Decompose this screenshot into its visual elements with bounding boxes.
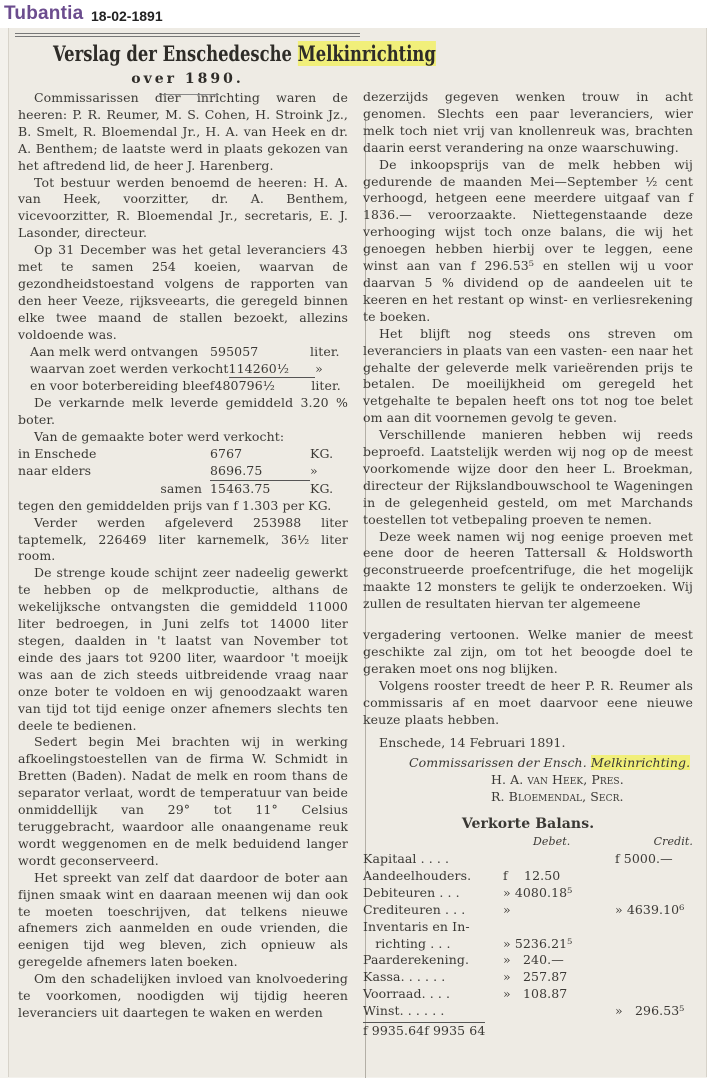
table-row bbox=[363, 986, 693, 1003]
paragraph: dezerzijds gegeven wenken trouw in acht genomen. Slechts een paar leveranciers, wier melk toch niet vrij van knollenreuk was, brachten daarin eerst verandering na onze waarschuwing. bbox=[363, 89, 693, 155]
total-debet: f 9935.64 bbox=[363, 1023, 425, 1039]
table-row bbox=[363, 936, 693, 953]
balance-cell-debet: f 12.50 bbox=[503, 867, 561, 883]
table-row bbox=[363, 868, 693, 885]
signature-line: Commissarissen der Ensch. Melkinrichting. bbox=[409, 755, 691, 771]
paragraph: Deze week namen wij nog eenige proeven met eene door de heeren Tattersall & Holdsworth geconstrueerde proefcentrifuge, die het mogelijk maakte 12 monsters te gelijk te onderzoeken. Wij zullen de resultaten hiervan ter algemeene bbox=[363, 528, 693, 612]
paragraph: Volgens rooster treedt de heer P. R. Reumer als commissaris af en moet daarvoor eene nieuwe keuze plaats hebben. bbox=[363, 677, 693, 727]
balance-cell-label: Inventaris en In- bbox=[363, 918, 470, 934]
debet-label: Debet. bbox=[533, 835, 571, 849]
search-highlight: Melkinrichting bbox=[297, 41, 436, 66]
top-rule bbox=[15, 33, 360, 37]
balance-cell-label: Aandeelhouders. bbox=[363, 867, 472, 883]
paragraph: Van de gemaakte boter werd verkocht: bbox=[34, 429, 285, 445]
table-row: naar elders 8696.75 » bbox=[18, 463, 348, 481]
balance-cell-debet: » 240.— bbox=[503, 952, 564, 968]
balance-cell-credit: » 296.53⁵ bbox=[615, 1003, 685, 1019]
table-row bbox=[363, 969, 693, 986]
balance-cell-debet: » bbox=[503, 901, 511, 917]
paragraph: De verkarnde melk leverde gemiddeld 3.20 % boter. bbox=[18, 395, 348, 428]
paragraph: Het spreekt van zelf dat daardoor de boter aan fijnen smaak wint en daaraan meenen wij dan ook te moeten toeschrijven, dat telkens nieuwe afnemers zich aanmelden en oude vrienden, die eenigen tijd weg bleven, zich opnieuw als geregelde afnemers laten boeken. bbox=[18, 869, 348, 970]
balance-table bbox=[363, 851, 693, 1020]
butter-table bbox=[18, 446, 348, 498]
paragraph: tegen den gemiddelden prijs van f 1.303 per KG. bbox=[18, 497, 332, 513]
balance-cell-credit bbox=[615, 969, 693, 986]
table-row: Aan melk werd ontvangen 595057 liter. bbox=[30, 343, 340, 359]
article-subtitle: over 1890. bbox=[131, 71, 244, 87]
left-column bbox=[18, 90, 348, 1022]
paragraph: Commissarissen dier inrichting waren de heeren: P. R. Reumer, M. S. Cohen, H. Stroink Jz., B. Smelt, R. Bloemendal Jr., H. A. van Heek en dr. A. Benthem; de laatste werd in plaats gekozen van het aftredend lid, de heer J. Harenberg. bbox=[18, 90, 348, 173]
balance-cell-credit bbox=[615, 986, 693, 1003]
table-row bbox=[363, 919, 693, 936]
balance-cell-credit bbox=[615, 936, 693, 953]
paragraph: Het blijft nog steeds ons streven om leveranciers in plaats van een vasten- een naar het gehalte der geleverde melk varieërenden prijs te betalen. De moeilijkheid om geregeld het vetgehalte te bepalen heeft ons tot nog toe belet om aan dit voornemen gevolg te geven. bbox=[363, 325, 693, 426]
balance-total-row bbox=[363, 1022, 693, 1040]
balance-cell-debet bbox=[503, 851, 615, 868]
paragraph: vergadering vertoonen. Welke manier de meest geschikte zal zijn, om tot het beoogde doel te geraken moet ons nog blijken. bbox=[363, 627, 693, 676]
paragraph: Tot bestuur werden benoemd de heeren: H. A. van Heek, voorzitter, dr. A. Benthem, vicevoorzitter, R. Bloemendal Jr., secretaris, E. J. Lasonder, directeur. bbox=[18, 174, 348, 241]
balance-cell-label: richting . . . bbox=[363, 935, 451, 951]
balance-cell-credit bbox=[615, 885, 693, 902]
balance-title: Verkorte Balans. bbox=[461, 816, 595, 833]
balance-cell-debet: » 4080.18⁵ bbox=[503, 884, 573, 900]
paragraph: De inkoopsprijs van de melk hebben wij gedurende de maanden Mei—September ½ cent verhoogd, hetgeen eene meerdere uitgaaf van f 1836.— veroorzaakte. Niettegenstaande deze verhooging wijst toch onze balans, die wij het genoegen hebben hierbij over te leggen, eene winst aan van f 296.53⁵ en stellen wij u voor daarvan 5 % dividend op de aandeelen uit te keeren en het restant op winst- en verliesrekening te boeken. bbox=[363, 156, 693, 324]
balance-cell-debet bbox=[503, 1003, 615, 1020]
table-row: samen 15463.75 KG. bbox=[160, 480, 334, 496]
paragraph: Om den schadelijken invloed van knolvoedering te voorkomen, noodigden wij tijdig heeren leveranciers uit daartegen te waken en werden bbox=[18, 971, 348, 1020]
table-row bbox=[363, 851, 693, 868]
right-column bbox=[363, 89, 693, 1040]
table-row bbox=[363, 902, 693, 919]
balance-cell-credit: » 4639.10⁶ bbox=[615, 901, 685, 917]
balance-cell-label: Kapitaal . . . . bbox=[363, 850, 450, 866]
table-row bbox=[363, 885, 693, 902]
table-row: in Enschede 6767 KG. bbox=[18, 446, 334, 462]
balance-cell-label: Paarderekening. bbox=[363, 952, 470, 968]
table-row bbox=[363, 1003, 693, 1020]
total-credit: f 9935 64 bbox=[424, 1023, 486, 1039]
source-header bbox=[0, 0, 707, 28]
article-title: Verslag der Enschedesche Melkinrichting bbox=[52, 41, 436, 66]
signer: H. A. van Heek, Pres. bbox=[491, 772, 624, 788]
table-row bbox=[363, 952, 693, 969]
balance-cell-label: Winst. . . . . . bbox=[363, 1003, 445, 1019]
balance-cell-debet: » 257.87 bbox=[503, 969, 568, 985]
balance-cell-debet: » 5236.21⁵ bbox=[503, 935, 573, 951]
balance-cell-label: Voorraad. . . . bbox=[363, 986, 451, 1002]
credit-label: Credit. bbox=[653, 835, 693, 849]
balance-header bbox=[363, 834, 693, 851]
paragraph: Verschillende manieren hebben wij reeds beproefd. Laatstelijk werden wij nog op de meest voorkomende wijze door den heer L. Broekman, directeur der Rijkslandbouwschool te Wageningen in de gelegenheid gesteld, om met Marchands toestellen tot vetbepaling proeven te nemen. bbox=[363, 427, 693, 527]
signer: R. Bloemendal, Secr. bbox=[491, 789, 624, 805]
place-date: Enschede, 14 Februari 1891. bbox=[379, 734, 566, 750]
balance-cell-credit bbox=[615, 919, 693, 936]
paragraph: De strenge koude schijnt zeer nadeelig gewerkt te hebben op de melkproductie, althans de wekelijksche ontvangsten die gemiddeld 11000 liter bedroegen, in Juni zelfs tot 14000 liter stegen, daalden in 't laatst van November tot einde des jaars tot 9200 liter, waardoor 't moeijk was aan de zich steeds uitbreidende vraag naar onze boter te voldoen en wij genoodzaakt waren van tijd tot tijd eenige onzer afnemers slechts ten deele te bedienen. bbox=[18, 565, 348, 733]
balance-cell-credit: f 5000.— bbox=[615, 850, 673, 866]
milk-table bbox=[18, 344, 348, 396]
balance-cell-label: Kassa. . . . . . bbox=[363, 969, 446, 985]
balance-cell-label: Crediteuren . . . bbox=[363, 901, 466, 917]
balance-cell-label: Debiteuren . . . bbox=[363, 884, 460, 900]
newspaper-name: Tubantia bbox=[4, 3, 84, 24]
table-row: waarvan zoet werden verkocht 114260½ » bbox=[30, 361, 348, 379]
table-row: en voor boterbereiding bleef 480796½ liter. bbox=[30, 378, 341, 394]
balance-cell-credit bbox=[615, 868, 693, 885]
paragraph: Sedert begin Mei brachten wij in werking afkoelingstoestellen van de firma W. Schmidt in Bretten (Baden). Nadat de melk en room thans de separator verlaat, wordt de temperatuur van beide onmiddellijk van 29° tot 11° Celsius teruggebracht, waardoor alle onaangename reuk wordt weggenomen en de melk beduidend langer wordt geconserveerd. bbox=[18, 734, 348, 868]
balance-cell-debet bbox=[503, 919, 615, 936]
balance-cell-debet: » 108.87 bbox=[503, 986, 568, 1002]
balance-cell-credit bbox=[615, 952, 693, 969]
search-highlight: Melkinrichting. bbox=[590, 755, 691, 771]
publication-date: 18-02-1891 bbox=[91, 8, 163, 24]
paragraph: Op 31 December was het getal leveranciers 43 met te samen 254 koeien, waarvan de gezondheidstoestand volgens de rapporten van den heer Veeze, rijksveearts, die geregeld binnen elke twee maand de stallen bezoekt, allezins voldoende was. bbox=[18, 242, 348, 342]
paragraph: Verder werden afgeleverd 253988 liter taptemelk, 226469 liter karnemelk, 36½ liter room. bbox=[18, 514, 348, 564]
